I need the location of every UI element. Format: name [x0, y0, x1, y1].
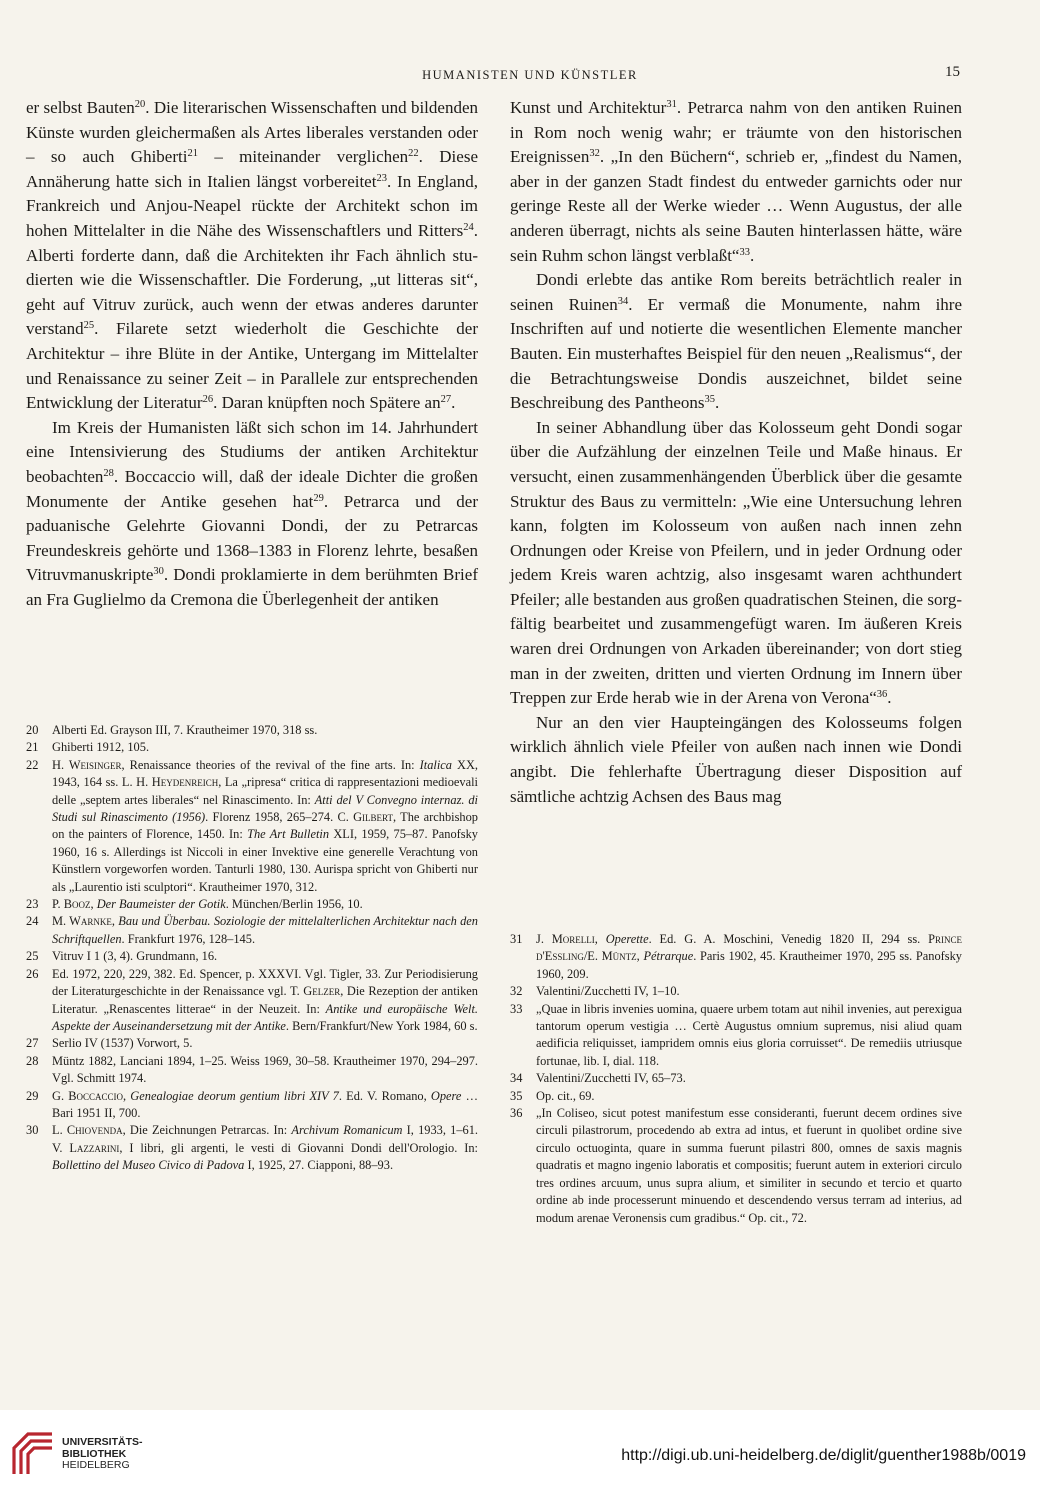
page-number: 15: [945, 64, 960, 80]
library-name-line2: BIBLIOTHEK: [62, 1447, 127, 1460]
footnote: [510, 931, 962, 983]
body-column-left: [26, 96, 478, 612]
footnotes-right: [510, 931, 962, 1227]
footnote-text: Ghiberti 1912, 105.: [52, 740, 150, 755]
footnote-text: „Quae in libris invenies uomina, quaere urbem totam aut nihil invenies, aut perexigua tantorum operum vestigia … Certè Augustus omnium supremus, nisi aliud quam aedificia reliquisset, iampridem omnis eius gloria corruisset“. De remediis utriusque fortunae, lib. I, dial. 118.: [536, 1001, 962, 1068]
footnote-number: 31: [510, 932, 523, 946]
footnote-text: Valentini/Zucchetti IV, 65–73.: [536, 1071, 686, 1086]
footnote-text: „In Coliseo, sicut potest manifestum esse consideranti, fuerunt decem ordines sive circuli pilastrorum, procedendo ab extra ad intus, et fuerunt in quolibet ordine sive circulo octuoginta, quare in summa fuerunt pilastri 800, omnes de saxis magnis quadratis et magno ingenio laboratis et compositis; fuerunt autem in exteriori circulo tres ordines arcuum, unus supra alium, et similiter in secundo et tercio et quarto ordine ab inde processerunt minuendo et descendendo versus terram ad interius, ad modum arenae Veronensis cum gradibus.“ Op. cit., 72.: [536, 1106, 962, 1225]
footnote-number: 36: [510, 1106, 523, 1121]
footnote: [26, 1122, 478, 1174]
footnote-number: 23: [26, 897, 39, 912]
footnote-text: M. Warnke, Bau und Überbau. Soziologie der mittelalterlichen Architektur nach den Schriftquellen. Frankfurt 1976, 128–145.: [52, 914, 478, 946]
source-url-link[interactable]: http://digi.ub.uni-heidelberg.de/diglit/guenther1988b/0019: [621, 1447, 1026, 1464]
footnote-number: 30: [26, 1123, 39, 1138]
library-logo-icon[interactable]: [10, 1430, 56, 1476]
body-paragraph: Nur an den vier Haupteingängen des Kolosseums folgen wirklich ähnlich viele Pfeiler von außen nach innen wie Dondi angibt. Die fehlerhafte Übertragung dieser Disposition auf sämtliche achtzig Achsen des Baus mag: [510, 712, 962, 806]
body-paragraph: Dondi erlebte das antike Rom bereits beträchtlich realer in seinen Ruinen$^{34}$. Er vermaß die Monumente, nahm ihre Inschriften auf und notierte die wesentlichen Elemente mancher Bauten. Ein musterhaftes Beispiel für den neuen „Realismus“, der die Betrachtungsweise Dondis auszeichnet, bildet seine Beschreibung des Pantheons$^{35}$.: [510, 270, 962, 413]
footnote-text: H. Weisinger, Renaissance theories of the revival of the fine arts. In: Italica XX, 1943, 164 ss. L. H. Heydenreich, La „ripresa“ critica di rappresentazioni medioevali delle „septem artes liberales“ nel Rinascimento. In: Atti del V Convegno internaz. di Studi sul Rinascimento (1956). Florenz 1958, 265–274. C. Gilbert, The archbishop on the painters of Florence, 1450. In: The Art Bulletin XLI, 1959, 75–87. Panofsky 1960, 16 s. Allerdings ist Niccoli in einer Invektive eine generelle Verachtung von Künstlern vorgeworfen worden. Tanturli 1980, 130. Aurispa spricht von Ghiberti nur als „Laurentio isti sculptori“. Krautheimer 1970, 312.: [52, 757, 479, 894]
footnote-text: L. Chiovenda, Die Zeichnungen Petrarcas. In: Archivum Romanicum I, 1933, 1–61. V. Lazzarini, I libri, gli argenti, le vesti di Giovanni Dondi dell'Orologio. In: Bollettino del Museo Civico di Padova I, 1925, 27. Ciapponi, 88–93.: [52, 1123, 478, 1173]
footnote-number: 24: [26, 914, 39, 929]
footnote: [26, 1088, 478, 1123]
footnote: [26, 1053, 478, 1088]
body-paragraph: er selbst Bauten$^{20}$. Die literarischen Wissenschaften und bildenden Künste wurden gleichermaßen als Artes liberales verstanden oder – so auch Ghiberti$^{21}$ – miteinander verglichen$^{22}$. Diese Annäherung hatte sich in Italien längst vorbereitet$^{23}$. In England, Frankreich und Anjou-Neapel rückte der Architekt schon im hohen Mittelalter in die Nähe des Wissenschaftlers und Ritters$^{24}$. Alberti forderte dann, daß die Architekten ihr Fach ähnlich studierten wie die Wissenschaftler. Die Forderung, „ut litteras sit“, geht auf Vitruv zurück, auch wenn der etwas anderes darunter verstand$^{25}$. Filarete setzt wiederholt die Geschichte der Architektur – ihre Blüte in der Antike, Untergang im Mittelalter und Renaissance zu seiner Zeit – in Parallele zur entsprechenden Entwicklung der Literatur$^{26}$. Daran knüpften noch Spätere $an^{27}$.: [26, 98, 478, 413]
footnote: [510, 1070, 962, 1087]
footnotes-left: [26, 722, 478, 1175]
footnote-text: Serlio IV (1537) Vorwort, 5.: [52, 1036, 193, 1051]
footnote-text: G. Boccaccio, Genealogiae deorum gentium libri XIV 7. Ed. V. Romano, Opere … Bari 1951 II, 700.: [52, 1088, 478, 1120]
footnote: [26, 896, 478, 913]
footnote-text: Valentini/Zucchetti IV, 1–10.: [536, 984, 680, 999]
footnote: [26, 1035, 478, 1052]
running-head: HUMANISTEN UND KÜNSTLER: [422, 68, 638, 82]
footnote: [26, 722, 478, 739]
library-name-line1: UNIVERSITÄTS-: [62, 1436, 143, 1448]
footnote: [26, 739, 478, 756]
footnote-number: 27: [26, 1036, 39, 1051]
body-paragraph: Im Kreis der Humanisten läßt sich schon im 14. Jahrhundert eine Intensivierung des Studiums der antiken Architektur beobachten$^{28}$. Boccaccio will, daß der ideale Dichter die großen Monumente der Antike gesehen hat$^{29}$. Petrarca und der paduanische Gelehrte Giovanni Dondi, der zu Petrarcas Freundeskreis gehörte und 1368–1383 in Florenz lehrte, besaßen Vitruvmanuskripte$^{30}$. Dondi proklamierte in dem berühmten Brief an Fra Guglielmo da Cremona die Überlegenheit der antiken: [26, 417, 479, 609]
footnote: [26, 966, 478, 1036]
library-name-line3: HEIDELBERG: [62, 1459, 130, 1471]
footnote: [510, 983, 962, 1000]
footnote-number: 28: [26, 1053, 39, 1068]
body-column-right: [510, 96, 962, 809]
footnote-text: Alberti Ed. Grayson III, 7. Krautheimer 1970, 318 ss.: [52, 723, 318, 737]
footnote: [510, 1105, 962, 1227]
library-name: [62, 1437, 143, 1472]
footnote: [510, 1088, 962, 1105]
footnote-number: 26: [26, 966, 39, 981]
footnote-text: Vitruv I 1 (3, 4). Grundmann, 16.: [52, 949, 218, 964]
footnote-text: Müntz 1882, Lanciani 1894, 1–25. Weiss 1969, 30–58. Krautheimer 1970, 294–297. Vgl. Schmitt 1974.: [52, 1053, 478, 1086]
footnote-number: 29: [26, 1088, 39, 1103]
footnote-text: Op. cit., 69.: [536, 1088, 595, 1103]
body-paragraph: Kunst und Architektur$^{31}$. Petrarca nahm von den antiken Ruinen in Rom noch wenig wahr; er träumte von den historischen Ereignissen$^{32}$. „In den Büchern“, schrieb er, „findest du Namen, aber in der ganzen Stadt findest du entweder garnichts oder nur geringe Reste all der Werke wieder … Wenn Augustus, der alle anderen überragt, nichts als seine Bauten hinterlassen hätte, wäre sein Ruhm schon längst verblaßt“$^{33}$.: [510, 98, 962, 265]
footnote: [26, 913, 478, 948]
footnote-text: Ed. 1972, 220, 229, 382. Ed. Spencer, p. XXXVI. Vgl. Tigler, 33. Zur Periodisierung der Literaturgeschichte in der Renaissance vgl. T. Gelzer, Die Rezeption der antiken Literatur. „Renascentes litterae“ in der Neuzeit. In: Antike und europäische Welt. Aspekte der Auseinandersetzung mit der Antike. Bern/Frankfurt/New York 1984, 60 s.: [52, 966, 479, 1033]
footnote: [26, 948, 478, 965]
body-paragraph: In seiner Abhandlung über das Kolosseum geht Dondi sogar über die Aufzählung der einzelnen Teile und Maße hinaus. Er versucht, einen zusammenhängenden Überblick über die gesamte Struktur des Baus zu vermitteln: „Wie eine Untersuchung lehren kann, folgten im Kolosseum von außen nach innen zehn Ordnungen oder Kreise von Pfeilern, und in jeder Ordnung oder jedem Kreis waren achtzig, also insgesamt waren achthundert Pfeiler; alle bestanden aus großen quadratischen Steinen, die sorgfältig bearbeitet und zusammengefügt waren. Im äußeren Kreis waren drei Ordnungen von Arkaden übereinander; von dort stieg man in der zweiten, dritten und vierten Ordnung im Innern über Treppen zur Erde herab wie in der Arena von Verona“$^{36}$.: [510, 417, 962, 708]
footnote-text: J. Morelli, Operette. Ed. G. A. Moschini, Venedig 1820 II, 294 ss. Prince d'Essling/E. Müntz, Pétrarque. Paris 1902, 45. Krautheimer 1970, 295 ss. Panofsky 1960, 209.: [536, 932, 962, 981]
footnote-number: 35: [510, 1088, 523, 1103]
footnote-number: 21: [26, 740, 39, 755]
footnote: [510, 1001, 962, 1071]
footnote-text: P. Booz, Der Baumeister der Gotik. München/Berlin 1956, 10.: [52, 897, 363, 912]
footnote: [26, 757, 478, 896]
footnote-number: 33: [510, 1001, 523, 1016]
footnote-number: 34: [510, 1071, 523, 1086]
footnote-number: 22: [26, 757, 39, 772]
footnote-number: 25: [26, 949, 39, 964]
footnote-number: 20: [26, 723, 39, 737]
footnote-number: 32: [510, 984, 523, 999]
